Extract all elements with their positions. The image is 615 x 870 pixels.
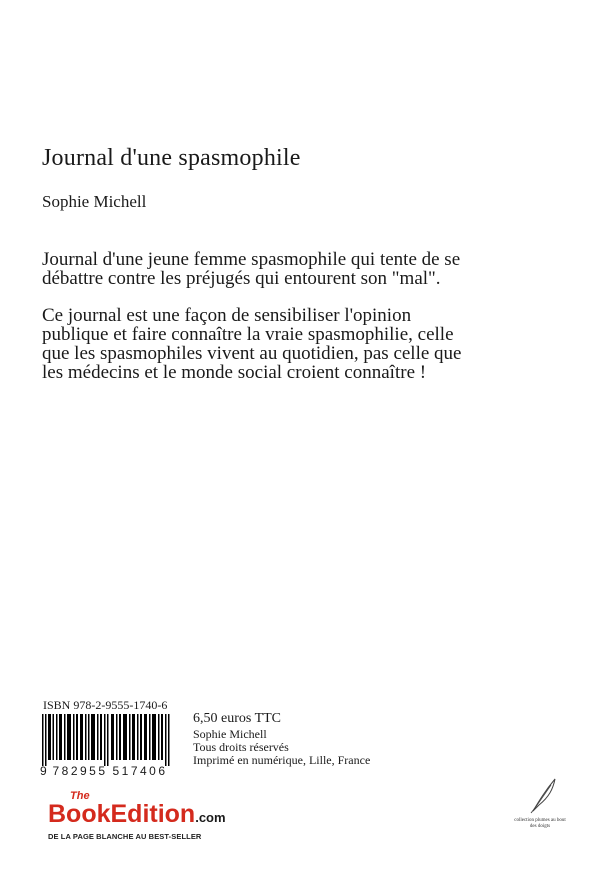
blurb-paragraph-2: Ce journal est une façon de sensibiliser l'opinion publique et faire connaître la vraie spasmophilie, celle que les spasmophiles vivent au quotidien, pas celle que les médecins et le monde social croient connaître !: [42, 305, 462, 383]
barcode-digits-right: 517406: [112, 764, 168, 778]
isbn-label: ISBN 978-2-9555-1740-6: [43, 698, 168, 712]
imprint-block: [193, 712, 370, 767]
logo-tagline: DE LA PAGE BLANCHE AU BEST-SELLER: [48, 832, 202, 841]
collection-label: collection plumes au bout des doigts: [514, 818, 566, 829]
price: 6,50 euros TTC: [193, 711, 282, 726]
barcode-digits: [40, 764, 172, 778]
book-author: Sophie Michell: [42, 192, 147, 211]
barcode-digits-left: 782955: [52, 764, 108, 778]
feather-quill-icon: [525, 775, 565, 815]
blurb-paragraph-1: Journal d'une jeune femme spasmophile qui tente de se débattre contre les préjugés qui entourent son "mal".: [42, 249, 461, 289]
imprint-rights: Tous droits réservés: [193, 740, 289, 754]
logo-brand-main: BookEdition: [48, 800, 196, 828]
book-title: Journal d'une spasmophile: [42, 145, 301, 171]
isbn-barcode: [42, 714, 170, 766]
logo-the: The: [70, 790, 90, 802]
imprint-author: Sophie Michell: [193, 727, 267, 741]
barcode-digit-first: 9: [40, 764, 47, 778]
back-cover-blurb: [42, 250, 462, 400]
logo-brand-suffix: .com: [195, 810, 226, 825]
imprint-printing: Imprimé en numérique, Lille, France: [193, 753, 371, 767]
logo-brand: [48, 800, 226, 829]
